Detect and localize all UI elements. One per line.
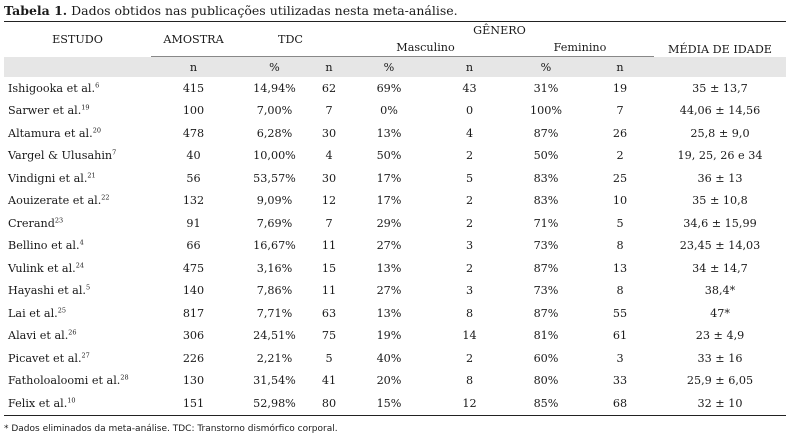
table-row xyxy=(4,77,786,100)
cell-male-n: 2 xyxy=(465,351,474,365)
cell-study xyxy=(4,370,151,393)
cell-male-pct: 40% xyxy=(376,351,402,365)
cell-tdc-pct: 16,67% xyxy=(253,239,296,253)
cell-sample-n: 130 xyxy=(182,374,205,388)
cell-male-n: 8 xyxy=(465,374,474,388)
cell-sample-n: 40 xyxy=(186,149,201,163)
cell-male-pct: 17% xyxy=(376,194,402,208)
study-name: Sarwer et al. xyxy=(8,104,82,118)
cell-female-n: 10 xyxy=(612,194,628,208)
table-row xyxy=(4,347,786,370)
cell-mean-age: 23,45 ± 14,03 xyxy=(679,239,761,253)
cell-male-pct: 29% xyxy=(376,216,402,230)
cell-male-n: 3 xyxy=(465,239,474,253)
header-amostra: AMOSTRA xyxy=(151,22,236,57)
study-name: Picavet et al. xyxy=(8,351,82,365)
cell-study xyxy=(4,325,151,348)
reference-number: 23 xyxy=(54,216,64,225)
cell-female-pct: 50% xyxy=(533,149,559,163)
cell-sample-n: 478 xyxy=(182,126,205,140)
cell-female-n: 13 xyxy=(612,261,628,275)
cell-tdc-pct: 52,98% xyxy=(236,392,313,415)
table-row xyxy=(4,122,786,145)
cell-study xyxy=(4,302,151,325)
cell-male-pct: 19% xyxy=(376,329,402,343)
cell-female-pct: 80% xyxy=(533,374,559,388)
cell-female-n: 8 xyxy=(616,284,624,298)
cell-tdc-pct: 7,69% xyxy=(256,216,293,230)
cell-mean-age: 35 ± 10,8 xyxy=(692,194,748,208)
study-name: Alavi et al. xyxy=(8,329,69,343)
cell-study xyxy=(4,145,151,168)
cell-sample-n: 415 xyxy=(182,81,205,95)
reference-number: 22 xyxy=(101,193,110,202)
cell-male-pct: 13% xyxy=(376,306,402,320)
cell-male-n: 3 xyxy=(465,284,474,298)
cell-male-n: 5 xyxy=(465,171,474,185)
cell-male-n: 14 xyxy=(462,329,477,343)
table-row xyxy=(4,302,786,325)
cell-tdc-n: 75 xyxy=(321,329,337,343)
cell-tdc-pct: 10,00% xyxy=(253,149,296,163)
reference-number: 4 xyxy=(79,238,84,247)
subheader-pct: % xyxy=(236,57,313,78)
reference-number: 7 xyxy=(112,148,117,157)
subheader-n: n xyxy=(586,57,654,78)
cell-mean-age: 19, 25, 26 e 34 xyxy=(677,149,763,163)
cell-sample-n: 56 xyxy=(186,171,201,185)
cell-study xyxy=(4,280,151,303)
header-estudo: ESTUDO xyxy=(4,22,151,57)
cell-mean-age: 33 ± 16 xyxy=(697,351,743,365)
study-name: Aouizerate et al. xyxy=(8,194,102,208)
cell-male-n: 43 xyxy=(462,81,477,95)
cell-male-pct: 13% xyxy=(376,126,402,140)
cell-tdc-n: 12 xyxy=(321,194,337,208)
cell-male-n: 2 xyxy=(465,194,474,208)
cell-tdc-n: 80 xyxy=(313,392,345,415)
study-name: Crerand xyxy=(8,216,55,230)
cell-female-n: 2 xyxy=(616,149,624,163)
cell-tdc-n: 30 xyxy=(321,126,337,140)
cell-female-pct: 73% xyxy=(533,284,559,298)
cell-female-n: 7 xyxy=(616,104,624,118)
subheader-n: n xyxy=(313,57,345,78)
cell-tdc-n: 7 xyxy=(325,216,333,230)
cell-mean-age: 32 ± 10 xyxy=(654,392,786,415)
table-caption xyxy=(4,3,458,18)
cell-tdc-pct: 7,71% xyxy=(256,306,293,320)
cell-sample-n: 132 xyxy=(182,194,205,208)
reference-number: 5 xyxy=(85,283,91,292)
data-table xyxy=(4,21,786,416)
cell-tdc-n: 5 xyxy=(325,351,333,365)
table-row xyxy=(4,325,786,348)
cell-study xyxy=(4,167,151,190)
cell-mean-age: 34,6 ± 15,99 xyxy=(683,216,757,230)
cell-mean-age: 44,06 ± 14,56 xyxy=(679,104,761,118)
header-row-3 xyxy=(4,57,786,78)
cell-female-n: 5 xyxy=(616,216,624,230)
cell-study xyxy=(4,100,151,123)
cell-tdc-pct: 3,16% xyxy=(256,261,293,275)
cell-female-n: 55 xyxy=(612,306,628,320)
table-row xyxy=(4,280,786,303)
cell-female-pct: 73% xyxy=(533,239,559,253)
cell-male-pct: 17% xyxy=(376,171,402,185)
cell-sample-n: 140 xyxy=(182,284,205,298)
cell-sample-n: 306 xyxy=(182,329,205,343)
cell-mean-age: 35 ± 13,7 xyxy=(692,81,748,95)
reference-number: 24 xyxy=(75,261,85,270)
cell-male-n: 2 xyxy=(465,261,474,275)
cell-study xyxy=(4,257,151,280)
cell-female-pct: 87% xyxy=(533,126,559,140)
cell-mean-age: 25,9 ± 6,05 xyxy=(686,374,754,388)
cell-tdc-pct: 14,94% xyxy=(253,81,296,95)
table-row xyxy=(4,370,786,393)
cell-mean-age: 47* xyxy=(710,306,730,320)
table-row xyxy=(4,190,786,213)
study-name: Bellino et al. xyxy=(8,239,80,253)
cell-sample-n: 91 xyxy=(186,216,201,230)
cell-tdc-pct: 7,86% xyxy=(256,284,293,298)
study-name: Vulink et al. xyxy=(8,261,76,275)
cell-sample-n: 151 xyxy=(151,392,236,415)
cell-tdc-pct: 31,54% xyxy=(253,374,296,388)
cell-study xyxy=(4,77,151,100)
reference-number: 27 xyxy=(81,351,90,360)
study-name: Fatholoaloomi et al. xyxy=(8,374,121,388)
header-feminino: Feminino xyxy=(553,40,607,54)
reference-number: 26 xyxy=(68,328,77,337)
subheader-blank xyxy=(654,57,786,78)
cell-male-pct: 69% xyxy=(376,81,402,95)
cell-tdc-n: 7 xyxy=(325,104,333,118)
header-tdc: TDC xyxy=(236,22,345,57)
cell-sample-n: 66 xyxy=(186,239,201,253)
cell-study xyxy=(4,212,151,235)
cell-male-n: 12 xyxy=(433,392,506,415)
cell-tdc-n: 63 xyxy=(321,306,337,320)
cell-male-pct: 15% xyxy=(345,392,433,415)
cell-mean-age: 38,4* xyxy=(704,284,736,298)
cell-female-n: 19 xyxy=(612,81,628,95)
cell-study xyxy=(4,190,151,213)
cell-sample-n: 475 xyxy=(182,261,205,275)
cell-tdc-pct: 6,28% xyxy=(256,126,293,140)
cell-tdc-n: 30 xyxy=(321,171,337,185)
cell-male-n: 2 xyxy=(465,149,474,163)
header-media: MÉDIA DE IDADE xyxy=(654,22,786,57)
cell-female-pct: 81% xyxy=(533,329,559,343)
cell-tdc-pct: 2,21% xyxy=(256,351,293,365)
cell-sample-n: 100 xyxy=(182,104,205,118)
cell-study xyxy=(4,392,151,415)
cell-sample-n: 226 xyxy=(182,351,205,365)
cell-female-pct: 60% xyxy=(533,351,559,365)
cell-male-pct: 50% xyxy=(376,149,402,163)
reference-number: 21 xyxy=(87,171,96,180)
cell-mean-age: 25,8 ± 9,0 xyxy=(690,126,750,140)
table-row xyxy=(4,100,786,123)
cell-female-pct: 31% xyxy=(533,81,559,95)
study-name: Altamura et al. xyxy=(8,126,93,140)
table-body xyxy=(4,77,786,415)
reference-number: 28 xyxy=(120,373,129,382)
cell-tdc-pct: 9,09% xyxy=(256,194,293,208)
cell-female-n: 33 xyxy=(612,374,628,388)
cell-tdc-n: 15 xyxy=(321,261,337,275)
header-masculino: Masculino xyxy=(396,40,455,54)
cell-tdc-pct: 7,00% xyxy=(256,104,293,118)
cell-tdc-n: 11 xyxy=(321,284,337,298)
table-row xyxy=(4,235,786,258)
caption-label: Tabela 1. xyxy=(4,3,68,18)
cell-female-pct: 100% xyxy=(530,104,562,118)
cell-male-n: 4 xyxy=(465,126,474,140)
subheader-n: n xyxy=(433,57,506,78)
cell-female-n: 3 xyxy=(616,351,624,365)
subheader-n: n xyxy=(151,57,236,78)
table-footnote: * Dados eliminados da meta-análise. TDC: Transtorno dismórfico corporal. xyxy=(4,424,338,434)
cell-female-n: 68 xyxy=(586,392,654,415)
cell-study xyxy=(4,235,151,258)
header-row-1 xyxy=(4,22,786,39)
table-row xyxy=(4,212,786,235)
reference-number: 10 xyxy=(67,396,76,405)
subheader-pct: % xyxy=(506,57,586,78)
cell-study xyxy=(4,122,151,145)
subheader-blank xyxy=(4,57,151,78)
table-row xyxy=(4,257,786,280)
cell-male-pct: 13% xyxy=(376,261,402,275)
subheader-pct: % xyxy=(345,57,433,78)
cell-male-pct: 0% xyxy=(380,104,398,118)
study-name: Lai et al. xyxy=(8,306,58,320)
study-name: Felix et al. xyxy=(8,396,68,410)
cell-female-pct: 87% xyxy=(533,306,559,320)
cell-sample-n: 817 xyxy=(182,306,205,320)
cell-tdc-n: 4 xyxy=(325,149,333,163)
cell-tdc-pct: 53,57% xyxy=(253,171,296,185)
reference-number: 20 xyxy=(92,126,101,135)
cell-female-n: 8 xyxy=(616,239,624,253)
reference-number: 25 xyxy=(57,306,66,315)
cell-female-n: 25 xyxy=(612,171,628,185)
table-row xyxy=(4,392,786,415)
cell-male-n: 0 xyxy=(465,104,474,118)
study-name: Vindigni et al. xyxy=(8,171,88,185)
study-name: Ishigooka et al. xyxy=(8,81,96,95)
cell-female-n: 61 xyxy=(612,329,628,343)
study-name: Hayashi et al. xyxy=(8,284,86,298)
cell-male-pct: 27% xyxy=(376,239,402,253)
cell-female-pct: 83% xyxy=(533,171,559,185)
reference-number: 6 xyxy=(95,81,100,90)
cell-mean-age: 34 ± 14,7 xyxy=(692,261,748,275)
cell-study xyxy=(4,347,151,370)
cell-mean-age: 36 ± 13 xyxy=(697,171,743,185)
cell-female-pct: 85% xyxy=(506,392,586,415)
table-row xyxy=(4,145,786,168)
cell-male-n: 8 xyxy=(465,306,474,320)
cell-tdc-pct: 24,51% xyxy=(253,329,296,343)
caption-text: Dados obtidos nas publicações utilizadas nesta meta-análise. xyxy=(71,3,458,18)
cell-male-n: 2 xyxy=(465,216,474,230)
header-genero: GÊNERO xyxy=(345,22,654,39)
cell-female-n: 26 xyxy=(612,126,628,140)
cell-tdc-n: 41 xyxy=(321,374,337,388)
table-row xyxy=(4,167,786,190)
cell-male-pct: 27% xyxy=(376,284,402,298)
cell-female-pct: 83% xyxy=(533,194,559,208)
cell-male-pct: 20% xyxy=(376,374,402,388)
cell-mean-age: 23 ± 4,9 xyxy=(695,329,745,343)
cell-female-pct: 71% xyxy=(533,216,559,230)
study-name: Vargel & Ulusahin xyxy=(8,149,113,163)
reference-number: 19 xyxy=(81,103,90,112)
cell-female-pct: 87% xyxy=(533,261,559,275)
cell-tdc-n: 11 xyxy=(321,239,337,253)
cell-tdc-n: 62 xyxy=(321,81,337,95)
